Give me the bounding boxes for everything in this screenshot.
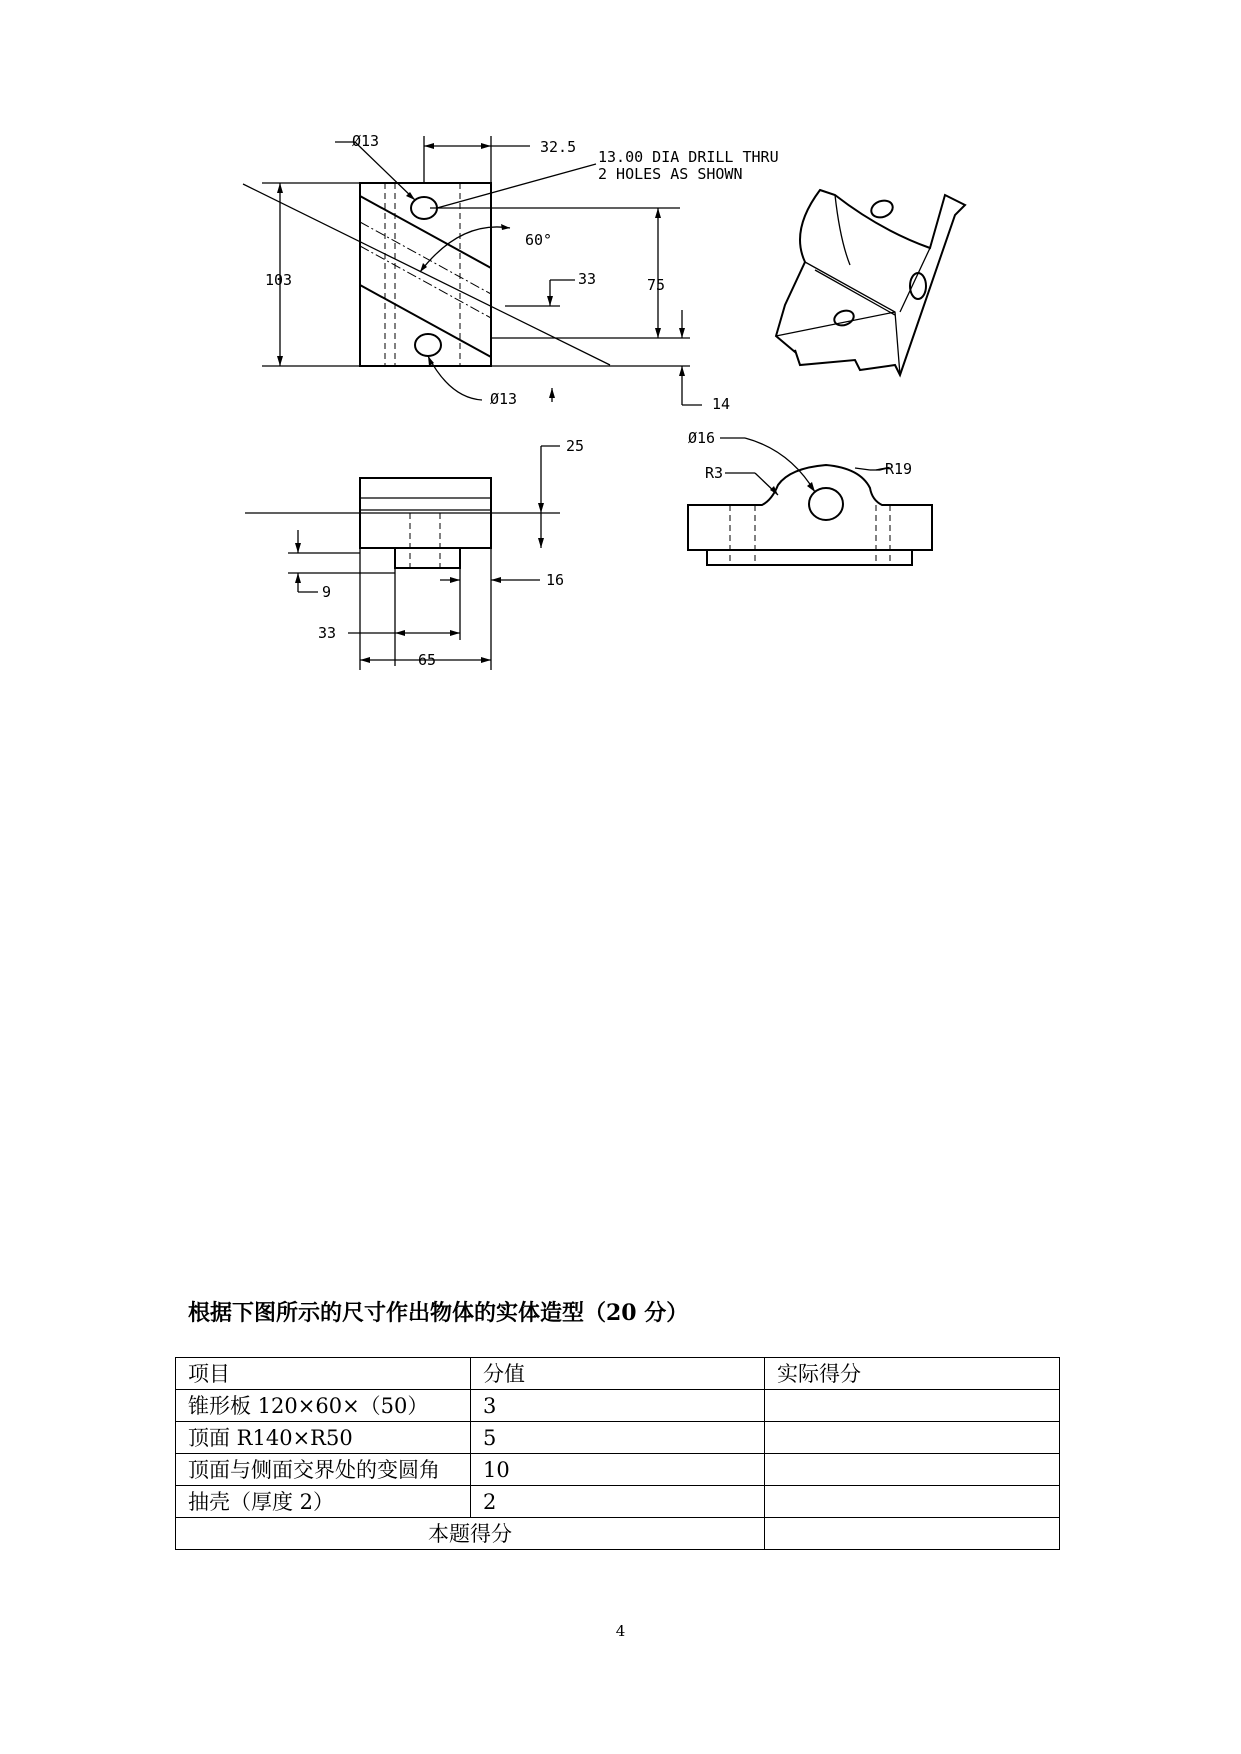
row-points: 10: [471, 1454, 765, 1486]
label-14: 14: [712, 395, 731, 413]
row-actual[interactable]: [765, 1390, 1060, 1422]
isometric-view: [776, 190, 965, 375]
label-25: 25: [566, 437, 585, 455]
label-75: 75: [647, 276, 666, 294]
total-label: 本题得分: [176, 1518, 765, 1550]
row-actual[interactable]: [765, 1422, 1060, 1454]
label-16: 16: [546, 571, 565, 589]
technical-drawing: [0, 0, 1241, 700]
label-r3: R3: [705, 464, 724, 482]
row-item: 抽壳（厚度 2）: [176, 1486, 471, 1518]
page-number: 4: [615, 1622, 626, 1640]
section-title: 根据下图所示的尺寸作出物体的实体造型（20 分）: [188, 1300, 689, 1326]
table-row: [176, 1486, 1060, 1518]
row-item: 锥形板 120×60×（50）: [176, 1390, 471, 1422]
header-points: 分值: [471, 1358, 765, 1390]
label-32-5: 32.5: [540, 138, 577, 156]
header-item: 项目: [176, 1358, 471, 1390]
label-note-line2: 2 HOLES AS SHOWN: [598, 165, 743, 183]
label-note-line1: 13.00 DIA DRILL THRU: [598, 148, 779, 166]
label-33-bottom: 33: [318, 624, 337, 642]
row-points: 2: [471, 1486, 765, 1518]
score-table: [175, 1357, 1060, 1550]
header-actual: 实际得分: [765, 1358, 1060, 1390]
label-103: 103: [265, 271, 293, 289]
table-row: [176, 1422, 1060, 1454]
row-actual[interactable]: [765, 1454, 1060, 1486]
label-33-top: 33: [578, 270, 597, 288]
table-header-row: [176, 1358, 1060, 1390]
row-points: 3: [471, 1390, 765, 1422]
label-dia13-bottom: Ø13: [490, 390, 518, 408]
row-actual[interactable]: [765, 1486, 1060, 1518]
label-r19: R19: [885, 460, 913, 478]
table-total-row: [176, 1518, 1060, 1550]
top-view: [245, 446, 560, 670]
row-item: 顶面 R140×R50: [176, 1422, 471, 1454]
side-view: [688, 438, 932, 565]
label-angle-60: 60°: [525, 231, 553, 249]
table-row: [176, 1454, 1060, 1486]
row-points: 5: [471, 1422, 765, 1454]
row-item: 顶面与侧面交界处的变圆角: [176, 1454, 471, 1486]
label-9: 9: [322, 583, 332, 601]
label-65: 65: [418, 651, 437, 669]
table-row: [176, 1390, 1060, 1422]
total-value[interactable]: [765, 1518, 1060, 1550]
label-dia16: Ø16: [688, 429, 716, 447]
label-dia13-top: Ø13: [352, 132, 380, 150]
